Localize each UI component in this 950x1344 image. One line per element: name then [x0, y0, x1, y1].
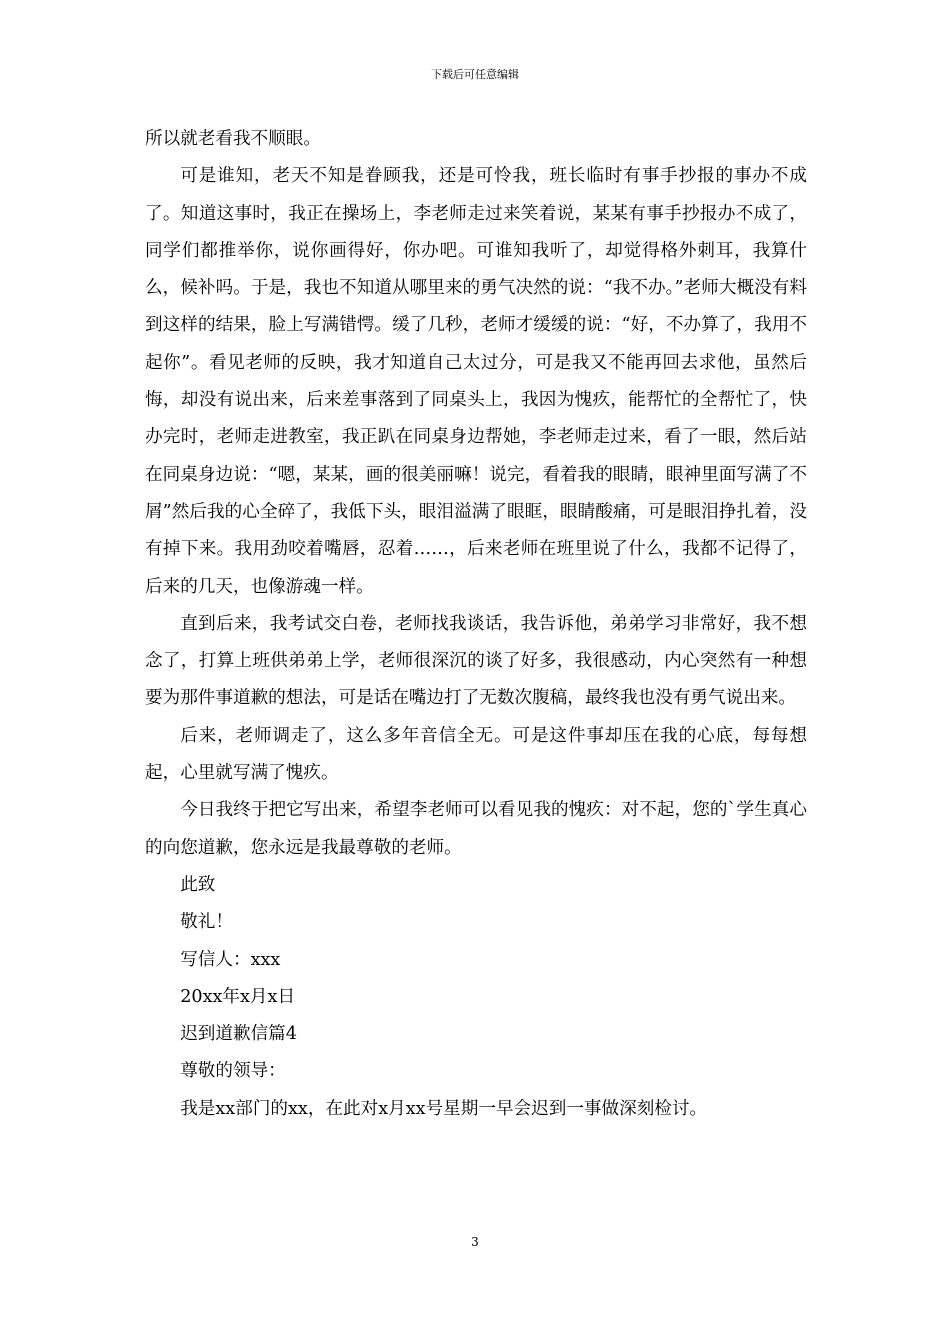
section-title: 迟到道歉信篇4 [180, 1024, 297, 1045]
paragraph-continuation: 所以就老看我不顺眼。 [145, 129, 321, 149]
paragraph: 后来，老师调走了，这么多年音信全无。可是这件事却压在我的心底，每每想起，心里就写满了愧疚。 [145, 725, 807, 784]
paragraph: 直到后来，我考试交白卷，老师找我谈话，我告诉他，弟弟学习非常好，我不想念了，打算上班供弟弟上学，老师很深沉的谈了好多，我很感动，内心突然有一种想要为那件事道歉的想法，可是话在嘴边打了无数次腹稿，最终我也没有勇气说出来。 [145, 613, 807, 709]
paragraph: 我是xx部门的xx，在此对x月xx号星期一早会迟到一事做深刻检讨。 [180, 1098, 708, 1119]
document-body [145, 121, 807, 1128]
closing-salutation: 此致 [180, 874, 216, 895]
paragraph: 今日我终于把它写出来，希望李老师可以看见我的愧疚：对不起，您的`学生真心的向您道歉，您永远是我最尊敬的老师。 [145, 800, 807, 858]
paragraph: 可是谁知，老天不知是眷顾我，还是可怜我，班长临时有事手抄报的事办不成了。知道这事时，我正在操场上，李老师走过来笑着说，某某有事手抄报办不成了，同学们都推举你，说你画得好，你办吧。可谁知我听了，却觉得格外刺耳，我算什么，候补吗。于是，我也不知道从哪里来的勇气决然的说：“我不办。”老师大概没有料到这样的结果，脸上写满错愕。缓了几秒，老师才缓缓的说：“好，不办算了，我用不起你”。看见老师的反映，我才知道自己太过分，可是我又不能再回去求他，虽然后悔，却没有说出来，后来差事落到了同桌头上，我因为愧疚，能帮忙的全帮忙了，快办完时，老师走进教室，我正趴在同桌身边帮她，李老师走过来，看了一眼，然后站在同桌身边说：“嗯，某某，画的很美丽嘛！说完，看着我的眼睛，眼神里面写满了不屑”然后我的心全碎了，我低下头，眼泪溢满了眼眶，眼睛酸痛，可是眼泪挣扎着，没有掉下来。我用劲咬着嘴唇，忍着……，后来老师在班里说了什么，我都不记得了，后来的几天，也像游魂一样。 [145, 166, 807, 597]
page-number: 3 [471, 1235, 479, 1249]
signature-line: 写信人：xxx [180, 949, 281, 970]
greeting-line: 尊敬的领导： [180, 1061, 286, 1082]
date-line: 20xx年x月x日 [180, 986, 296, 1007]
page-header: 下载后可任意编辑 [431, 68, 519, 81]
closing-regards: 敬礼！ [180, 912, 233, 933]
